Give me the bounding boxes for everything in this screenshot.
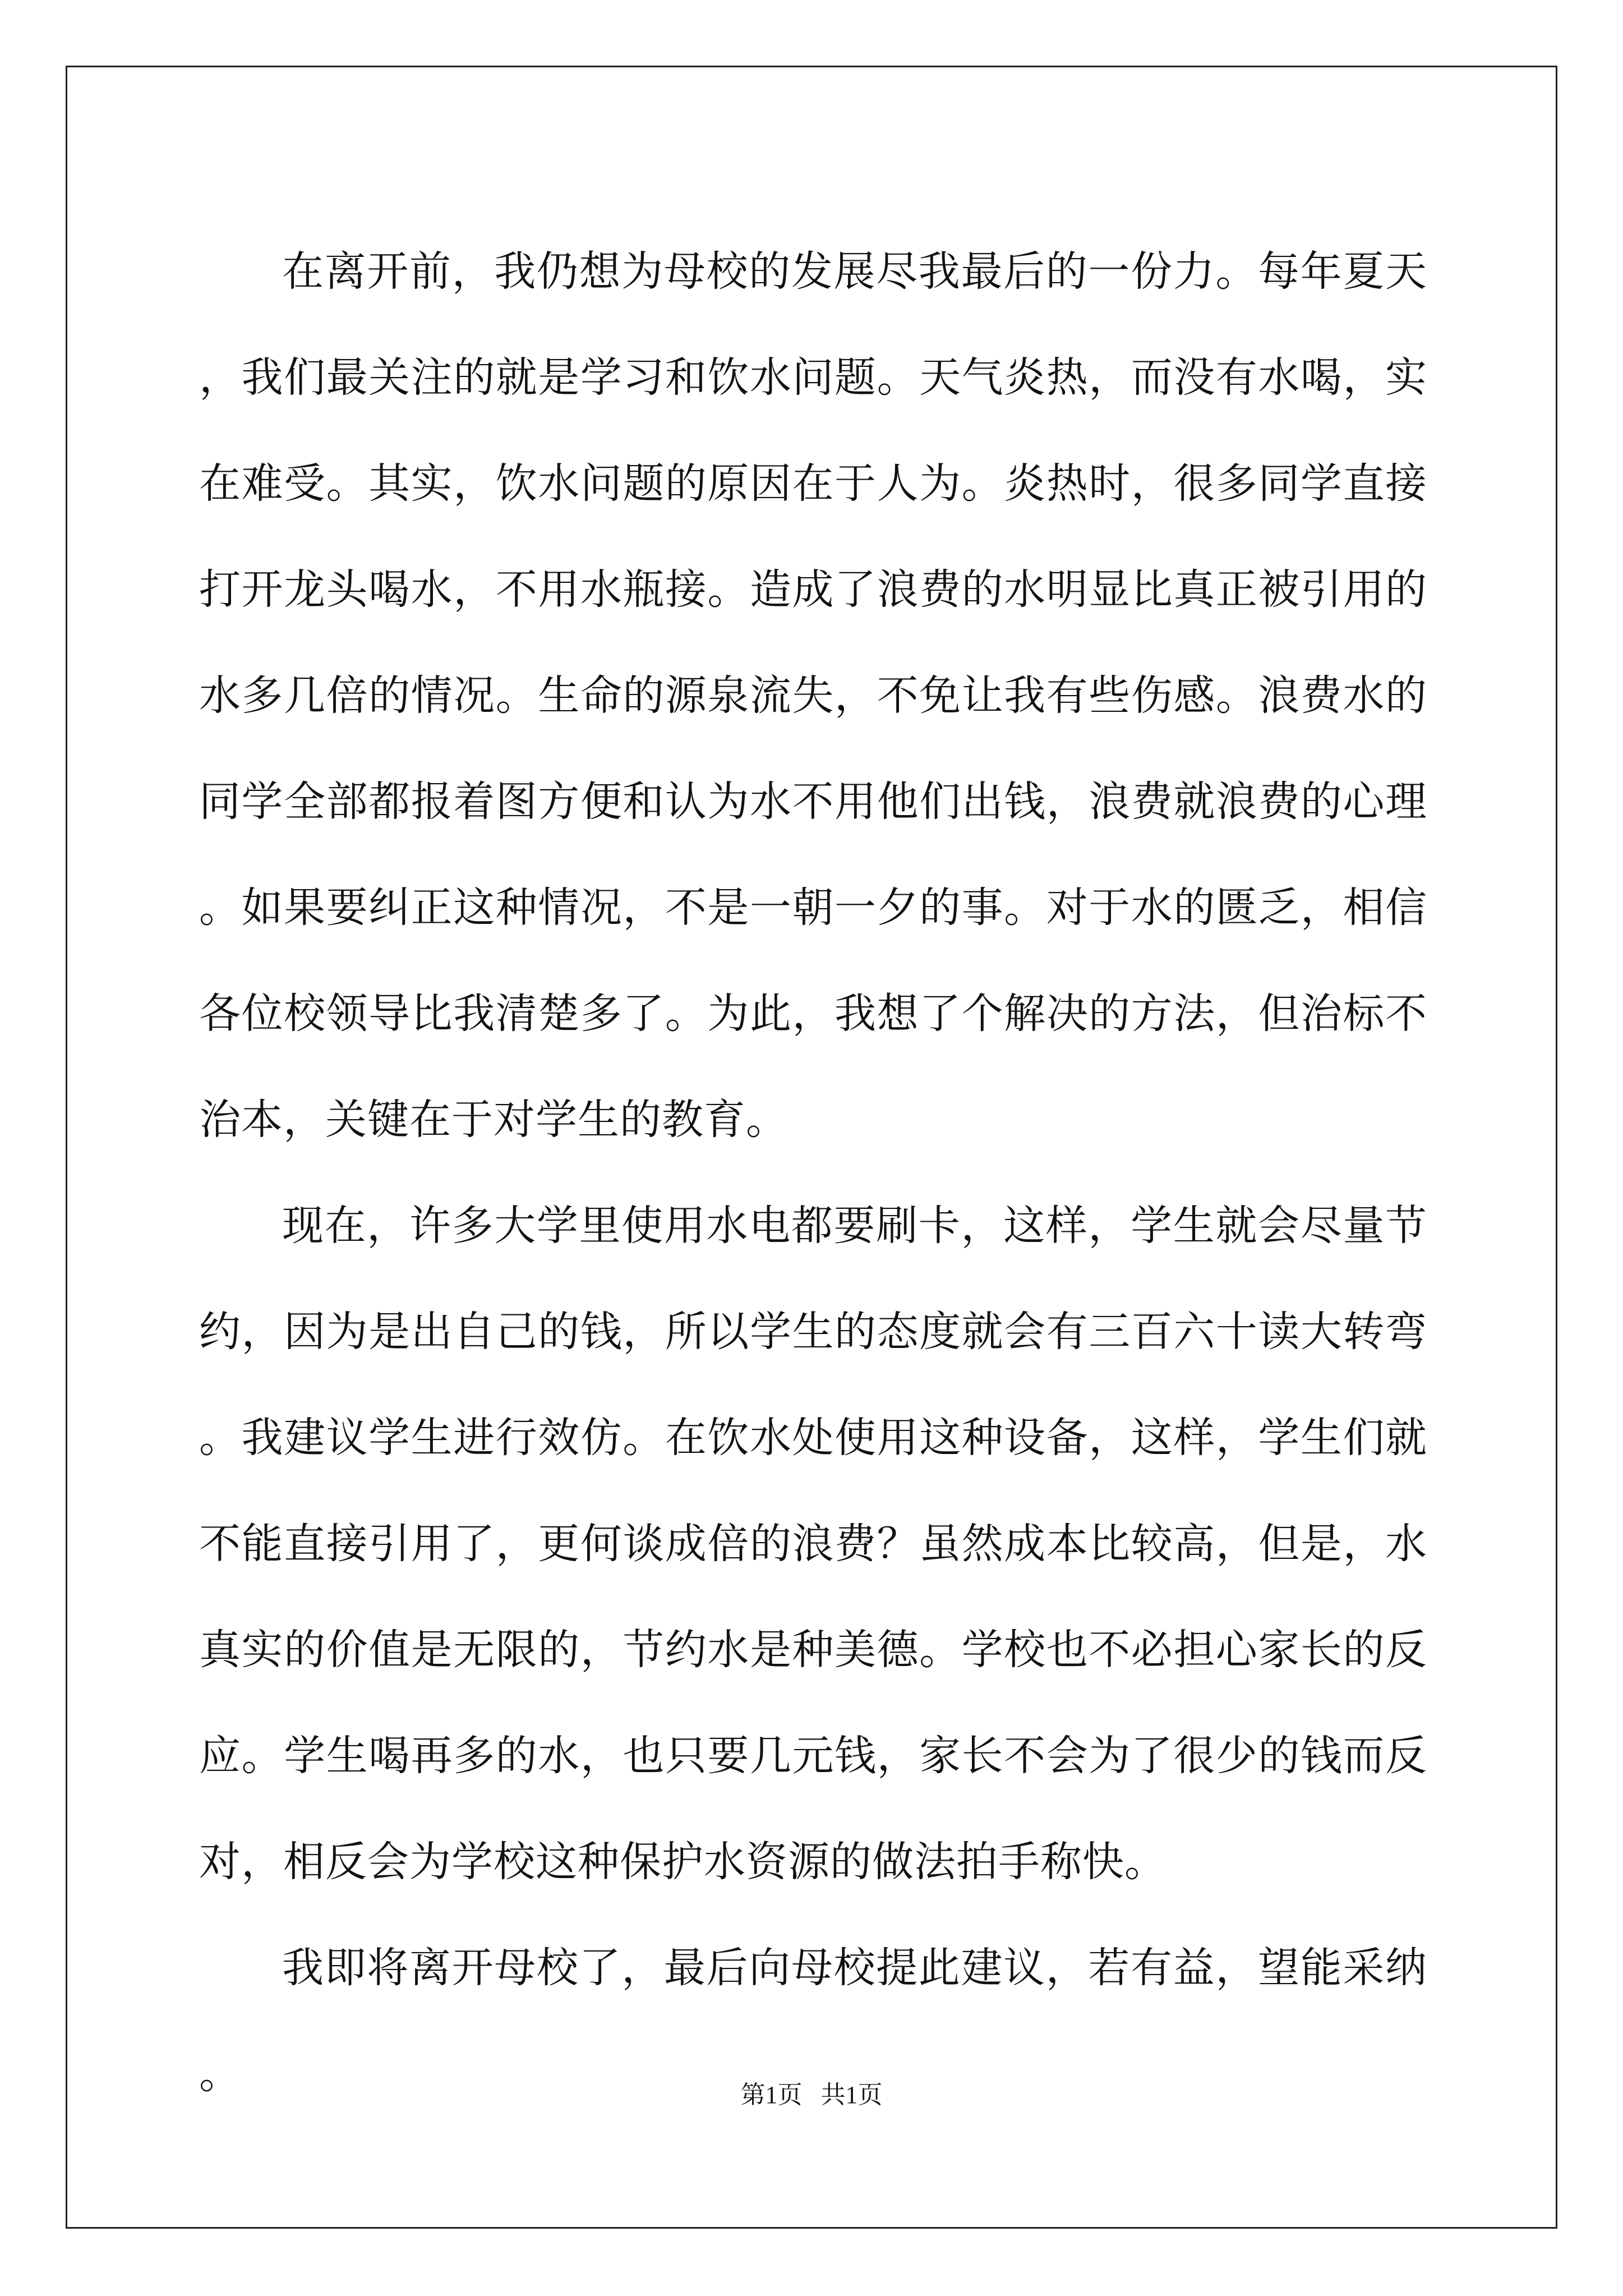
paragraph-3: 我即将离开母校了，最后向母校提此建议，若有益，望能采纳。 [199,1944,1427,2098]
paragraph-2: 现在，许多大学里使用水电都要刷卡，这样，学生就会尽量节约，因为是出自己的钱，所以学生的态度就会有三百六十读大转弯。我建议学生进行效仿。在饮水处使用这种设备，这样，学生们就不能直接引用了，更何谈成倍的浪费？虽然成本比较高，但是，水真实的价值是无限的，节约水是种美德。学校也不必担心家长的反应。学生喝再多的水，也只要几元钱，家长不会为了很少的钱而反对，相反会为学校这种保护水资源的做法拍手称快。 [199,1202,1427,1886]
page-footer: 第1页 共1页 [740,2081,883,2109]
document-body [199,219,1427,2127]
paragraph-1: 在离开前，我仍想为母校的发展尽我最后的一份力。每年夏天，我们最关注的就是学习和饮水问题。天气炎热，而没有水喝，实在难受。其实，饮水问题的原因在于人为。炎热时，很多同学直接打开龙头喝水，不用水瓶接。造成了浪费的水明显比真正被引用的水多几倍的情况。生命的源泉流失，不免让我有些伤感。浪费水的同学全部都报着图方便和认为水不用他们出钱，浪费就浪费的心理。如果要纠正这种情况，不是一朝一夕的事。对于水的匮乏，相信各位校领导比我清楚多了。为此，我想了个解决的方法，但治标不治本，关键在于对学生的教育。 [199,247,1427,1144]
